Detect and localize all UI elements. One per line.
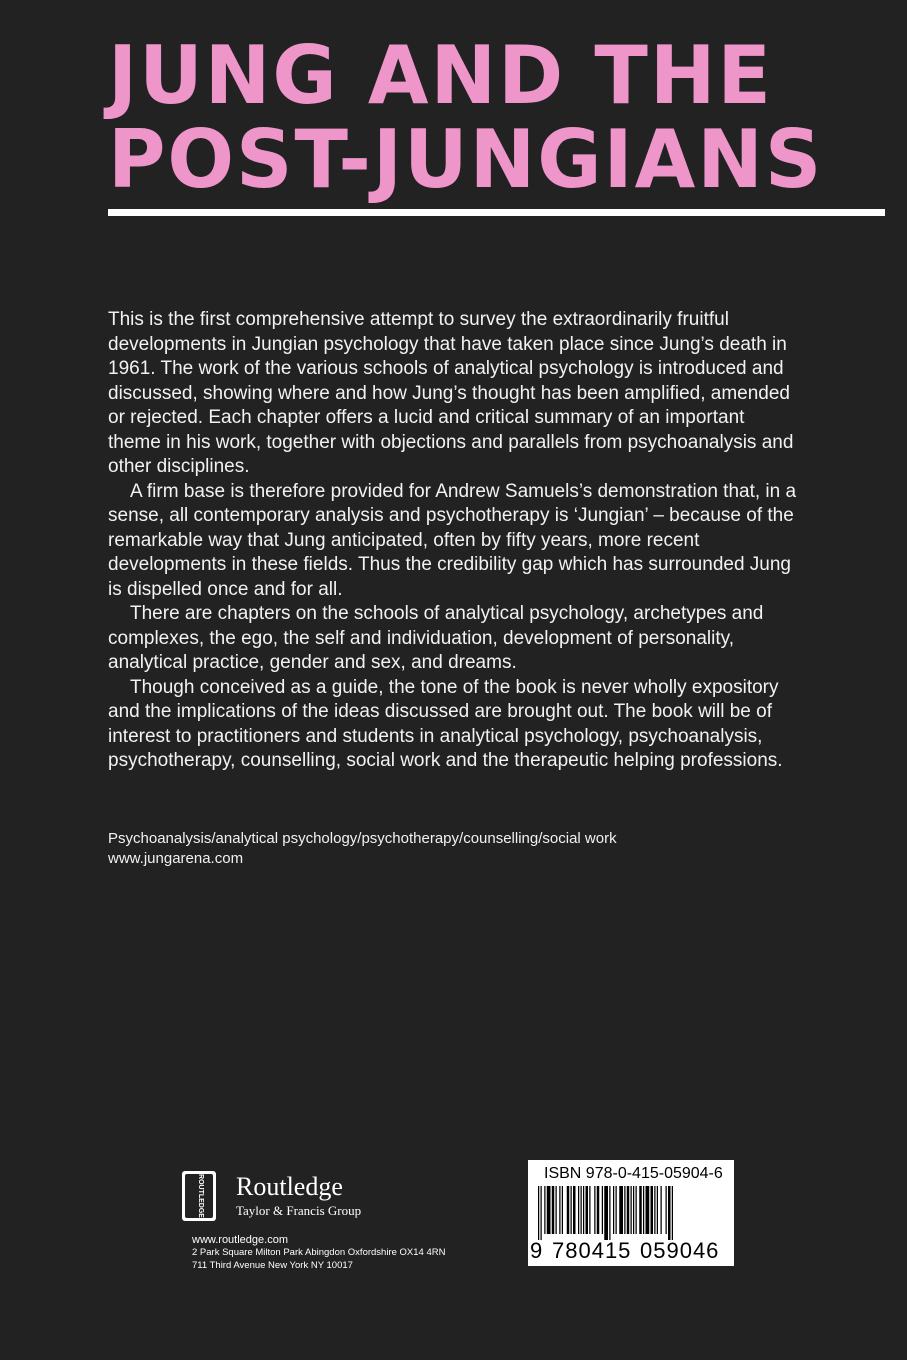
barcode-bar [581, 1186, 582, 1234]
barcode-bar [631, 1186, 632, 1234]
barcode-bar [646, 1186, 650, 1234]
barcode-bar [639, 1186, 642, 1234]
description-paragraph: A firm base is therefore provided for Andrew Samuels’s demonstration that, in a sense, all contemporary analysis and psychotherapy is ‘Jungian’ – because of the remarkable way that Jung anticipated, often by fifty years, more recent developments in these fields. Thus the credibility gap which has surrounded Jung is dispelled once and for all. [108, 480, 797, 600]
barcode-bar [633, 1186, 634, 1234]
barcode-bar [613, 1186, 614, 1234]
barcode-bar [552, 1186, 555, 1234]
description-paragraph: This is the first comprehensive attempt to survey the extraordinarily fruitful developments in Jungian psychology that have taken place since Jung’s death in 1961. The work of the various schools of analytical psychology is introduced and discussed, showing where and how Jung’s thought has been amplified, amended or rejected. Each chapter offers a lucid and critical summary of an important theme in his work, together with objections and parallels from psychoanalysis and other disciplines. [108, 309, 794, 477]
publisher-address-uk: 2 Park Square Milton Park Abingdon Oxfordshire OX14 4RN [192, 1247, 446, 1258]
barcode-bar [609, 1186, 610, 1240]
description-paragraph: Though conceived as a guide, the tone of the book is never wholly expository and the implications of the ideas discussed are brought out. The book will be of interest to practitioners and students in analytical psychology, psychoanalysis, psychotherapy, counselling, social work and the therapeutic helping professions. [108, 676, 783, 771]
barcode-bar [619, 1186, 623, 1234]
barcode-bar [547, 1186, 551, 1234]
subject-list: Psychoanalysis/analytical psychology/psychotherapy/counselling/social work [108, 830, 617, 847]
publisher-address-us: 711 Third Avenue New York NY 10017 [192, 1259, 353, 1271]
barcode-bar [556, 1186, 557, 1234]
book-title [108, 29, 872, 206]
isbn-label: ISBN 978-0-415-05904-6 [544, 1165, 723, 1182]
publisher-address [192, 1233, 445, 1272]
barcode-bar [668, 1186, 671, 1240]
barcode-bar [616, 1186, 617, 1234]
book-website-link[interactable]: www.jungarena.com [108, 850, 244, 867]
barcode-bar [597, 1186, 600, 1234]
routledge-logo-icon [181, 1170, 217, 1222]
barcode-digit-group-2: 059046 [640, 1238, 720, 1263]
barcode-bar [578, 1186, 579, 1234]
subject-category [108, 829, 808, 869]
barcode-bar [657, 1186, 658, 1234]
barcode-bar [624, 1186, 625, 1234]
barcode-bar [571, 1186, 572, 1234]
barcode-bar [583, 1186, 584, 1234]
barcode-bar [541, 1186, 542, 1240]
publisher-website-link[interactable]: www.routledge.com [192, 1234, 288, 1246]
description-paragraph: There are chapters on the schools of analytical psychology, archetypes and complexes, the ego, the self and individuation, development of personality, analytical practice, gender and sex, and dreams. [108, 603, 764, 673]
barcode-bar [672, 1186, 673, 1240]
book-title-line-1: JUNG AND THE [108, 29, 773, 122]
barcode-bar [636, 1186, 637, 1234]
barcode-bar [643, 1186, 644, 1234]
isbn-barcode [528, 1160, 734, 1266]
barcode-bar [586, 1186, 589, 1234]
barcode-bar [538, 1186, 539, 1240]
barcode-bar [661, 1186, 662, 1234]
logo-lettering: ROUTLEDGE [197, 1174, 204, 1218]
barcode-bar [567, 1186, 570, 1234]
title-underline [108, 209, 885, 216]
barcode-bar [651, 1186, 654, 1234]
publisher-group: Taylor & Francis Group [236, 1203, 362, 1218]
book-title-line-2: POST-JUNGIANS [108, 113, 824, 206]
barcode-bar [544, 1186, 545, 1234]
barcode-bar [602, 1186, 603, 1234]
book-description [108, 308, 798, 774]
publisher-name: Routledge [236, 1172, 343, 1201]
barcode-bar [654, 1186, 655, 1234]
barcode-bar [589, 1186, 590, 1234]
barcode-bar [666, 1186, 667, 1234]
barcode-bar [562, 1186, 563, 1234]
barcode-digit-group-1: 780415 [552, 1238, 632, 1263]
barcode-lead-digit: 9 [530, 1238, 543, 1263]
barcode-bar [627, 1186, 630, 1234]
barcode-bar [604, 1186, 608, 1240]
barcode-bar [559, 1186, 560, 1234]
barcode-bar [594, 1186, 595, 1234]
barcode-bar [573, 1186, 576, 1234]
barcode-bars [538, 1186, 726, 1240]
